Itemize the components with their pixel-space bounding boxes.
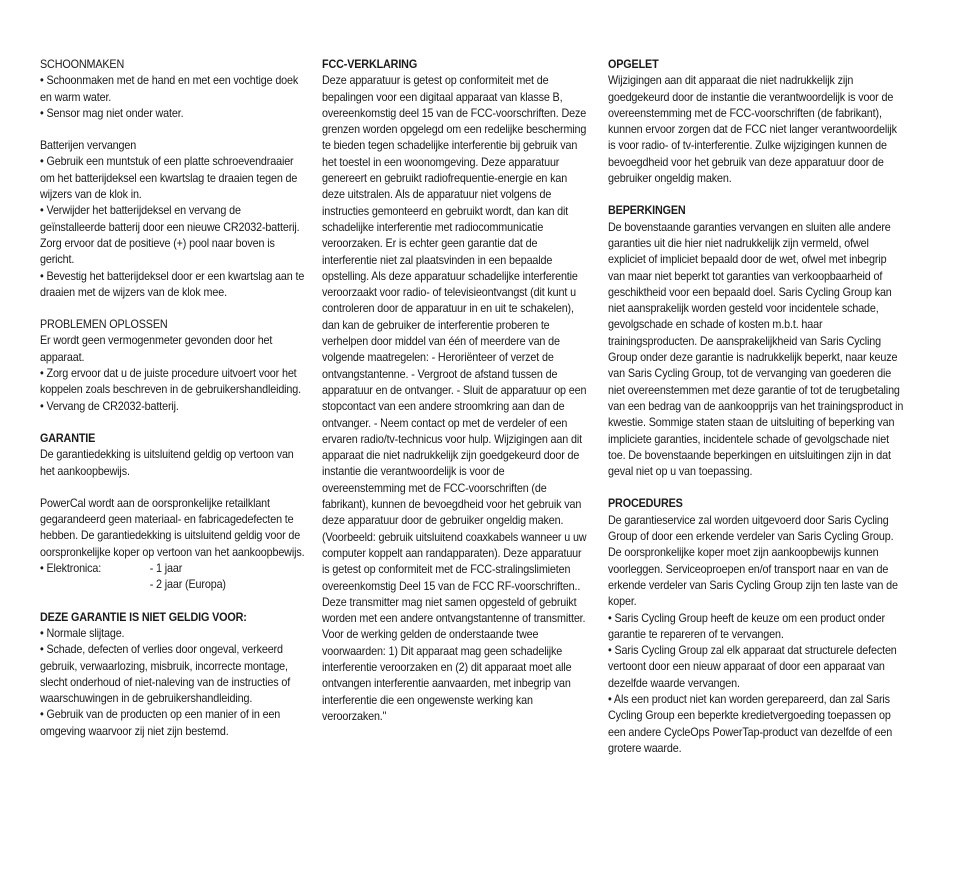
section-heading-limitations: BEPERKINGEN [608,204,686,218]
section-heading-cleaning: SCHOONMAKEN [40,58,125,71]
section-heading-procedures: PROCEDURES [608,497,683,511]
warranty-paragraph: PowerCal wordt aan de oorspronkelijke retailklant gegarandeerd geen materiaal- en fabricagedefecten te hebben. De garantiedekking is uitsluitend geldig voor de oorspronkelijke koper op vertoon van het aankoopbewijs. [40,496,305,559]
exclusion-item: • Normale slijtage. [40,626,125,640]
warranty-periods [150,561,226,594]
battery-step: • Verwijder het batterijdeksel en vervang de geïnstalleerde batterij door een nieuwe CR2032-batterij. Zorg ervoor dat de positieve (+) pool naar boven is gericht. [40,204,300,267]
troubleshooting-line: • Zorg ervoor dat u de juiste procedure uitvoert voor het koppelen zoals beschreven in de gebruikershandleiding. [40,367,302,397]
section-heading-troubleshooting: PROBLEMEN OPLOSSEN [40,318,168,332]
exclusion-item: • Schade, defecten of verlies door ongeval, verkeerd gebruik, verwaarlozing, misbruik, incorrecte montage, slecht onderhoud of niet-naleving van de instructies of waarschuwingen in de gebruikershandleiding. [40,643,291,706]
limitations-paragraph: De bovenstaande garanties vervangen en sluiten alle andere garanties uit die hier niet nadrukkelijk zijn vermeld, ofwel expliciet of impliciet bepaald door de wet, ofwel met inbegrip van maar niet beperkt tot garanties van verkoopbaarheid of geschiktheid voor een bepaald doel. Saris Cycling Group kan niet aansprakelijk worden gesteld voor incidentele schade, gevolgschade en schade of kosten m.b.t. haar trainingsproducten. De aansprakelijkheid van Saris Cycling Group onder deze garantie is nadrukkelijk beperkt, naar keuze van Saris Cycling Group, tot de vervanging van goederen die niet overeenstemmen met deze garantie of tot de terugbetaling van een bedrag van de aankoopprijs van het trainingsproduct in kwestie. Sommige staten staan de uitsluiting of beperking van impliciete garanties, incidentele schade of gevolgschade niet toe. De bovenstaande beperkingen en uitsluitingen zijn in dat geval niet op u van toepassing. [608,220,904,479]
column-right [608,57,904,757]
warranty-period: - 2 jaar (Europa) [149,578,226,592]
column-middle [322,57,589,725]
warranty-category-label: • Elektronica: [40,562,102,576]
procedures-item: • Als een product niet kan worden gerepareerd, dan zal Saris Cycling Group een beperkte kredietvergoeding toepassen op een andere CycleOps PowerTap-product van dezelfde of een grotere waarde. [608,692,893,755]
caution-paragraph: Wijzigingen aan dit apparaat die niet nadrukkelijk zijn goedgekeurd door de instantie die verantwoordelijk is voor de overeenstemming met de FCC-voorschriften (de fabrikant), kunnen ervoor zorgen dat de FCC niet langer verantwoordelijk is voor radio- of tv-interferentie. Zulke wijzigingen kunnen de bevoegdheid voor het gebruik van deze apparatuur door de gebruiker ongeldig maken. [608,74,897,186]
fcc-paragraph: Deze apparatuur is getest op conformiteit met de bepalingen voor een digitaal apparaat van klasse B, overeenkomstig deel 15 van de FCC-voorschriften. Deze grenzen worden opgelegd om een redelijke bescherming te bieden tegen schadelijke interferentie bij gebruik van het toestel in een woonomgeving. Deze apparatuur genereert en gebruikt radiofrequentie-energie en kan deze uitstralen. Als de apparatuur niet volgens de instructies gemonteerd en gebruikt wordt, dan kan dit schadelijke interferentie met radiocommunicatie veroorzaken. Er is echter geen garantie dat de interferentie niet zal plaatsvinden in een bepaalde opstelling. Als deze apparatuur schadelijke interferentie veroorzaakt voor radio- of televisieontvangst (dit kunt u controleren door de apparatuur in en uit te schakelen), dan kan de gebruiker de interferentie proberen te verhelpen door middel van één of meerdere van de volgende maatregelen: - Heroriënteer of verzet de ontvangstantenne. - Vergroot de afstand tussen de apparatuur en de ontvanger. - Sluit de apparatuur op een stopcontact van een andere stroomkring aan dan de ontvanger. - Neem contact op met de verdeler of een ervaren radio/tv-technicus voor hulp. Wijzigingen aan dit apparaat die niet nadrukkelijk zijn goedgekeurd door de instantie die verantwoordelijk is voor de overeenstemming met de FCC-voorschriften (de fabrikant), kunnen de bevoegdheid voor het gebruik van deze apparatuur door de gebruiker ongeldig maken. (Voorbeeld: gebruik uitsluitend coaxkabels wanneer u uw computer koppelt aan randapparaten). Deze apparatuur is getest op conformiteit met de FCC-stralingslimieten overeenkomstig Deel 15 van de FCC RF-voorschriften.. Deze transmitter mag niet samen opgesteld of gebruikt worden met een andere ontvangstantenne of transmitter. Voor de werking gelden de onderstaande twee voorwaarden: 1) Dit apparaat mag geen schadelijke interferentie veroorzaken en (2) dit apparaat moet alle ontvangen interferentie aanvaarden, met inbegrip van interferentie die een ongewenste werking kan veroorzaken." [322,74,587,723]
cleaning-line: • Sensor mag niet onder water. [40,106,184,120]
section-heading-batteries: Batterijen vervangen [40,139,137,153]
warranty-period-row [40,561,305,594]
battery-step: • Gebruik een muntstuk of een platte schroevendraaier om het batterijdeksel een kwartslag te draaien tegen de wijzers van de klok in. [40,155,298,202]
troubleshooting-line: Er wordt geen vermogenmeter gevonden door het apparaat. [40,334,273,364]
troubleshooting-line: • Vervang de CR2032-batterij. [40,399,179,413]
column-left [40,57,305,740]
procedures-item: • Saris Cycling Group zal elk apparaat dat structurele defecten vertoont door een nieuw apparaat of door een apparaat van dezelfde waarde vervangen. [608,644,897,690]
section-heading-fcc: FCC-VERKLARING [322,58,418,71]
warranty-period: - 1 jaar [149,562,183,576]
section-heading-caution: OPGELET [608,58,659,71]
exclusion-item: • Gebruik van de producten op een manier of in een omgeving waarvoor zij niet zijn bestemd. [40,708,281,738]
warranty-paragraph: De garantiedekking is uitsluitend geldig op vertoon van het aankoopbewijs. [40,448,294,478]
battery-step: • Bevestig het batterijdeksel door er een kwartslag aan te draaien met de wijzers van de klok mee. [40,269,305,299]
procedures-paragraph: De garantieservice zal worden uitgevoerd door Saris Cycling Group of door een erkende verdeler van Saris Cycling Group. De oorspronkelijke koper moet zijn aankoopbewijs kunnen voorleggen. Serviceoproepen en/of transport naar en van de erkende verdeler van Saris Cycling Group zijn ten laste van de koper. [608,513,898,609]
procedures-item: • Saris Cycling Group heeft de keuze om een product onder garantie te repareren of te vervangen. [608,611,885,641]
section-heading-not-covered: DEZE GARANTIE IS NIET GELDIG VOOR: [40,610,247,624]
cleaning-line: • Schoonmaken met de hand en met een vochtige doek en warm water. [40,74,299,104]
section-heading-warranty: GARANTIE [40,431,96,445]
